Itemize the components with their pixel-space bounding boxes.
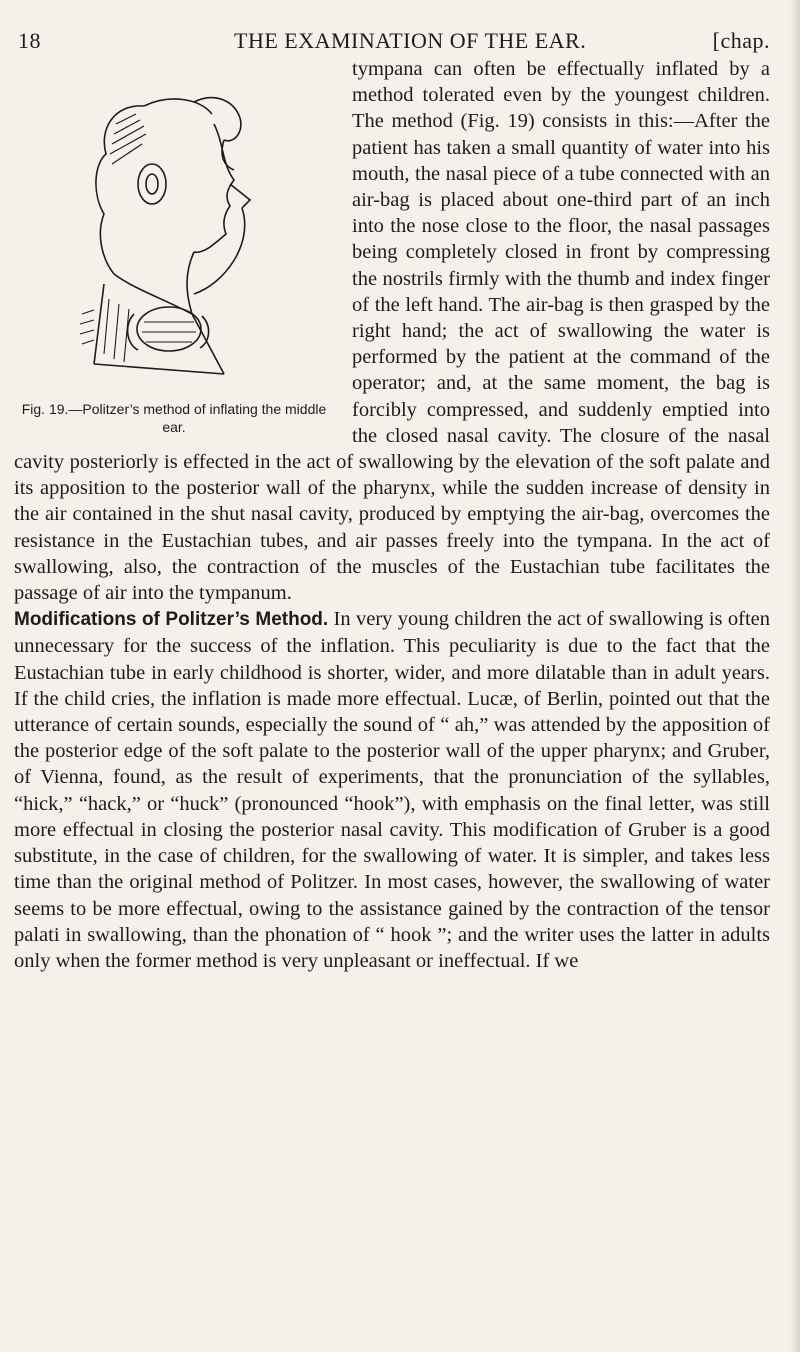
figure-caption [14, 400, 334, 436]
running-title: THE EXAMINATION OF THE EAR. [234, 28, 587, 53]
section-heading: Modifications of Politzer’s Method. [14, 609, 329, 631]
engraving-of-head-with-air-bag-icon [74, 84, 264, 384]
figure-caption-label: Fig. 19. [21, 401, 69, 417]
paragraph-1-text: tympana can often be effectually inflated by a method tolerated even by the youngest children. The method (Fig. 19) consists in this:—After the patient has taken a small quantity of water into his mouth, the nasal piece of a tube connected with an air-bag is placed about one-third part of an inch into the nose close to the floor, the nasal passages being completely closed in front by compressing the nostrils firmly with the thumb and index finger of the left hand. The air-bag is then grasped by the right hand; the act of swallowing the water is performed by the patient at the command of the operator; and, at the same moment, the bag is forcibly compressed, and suddenly emptied into the closed nasal cavity. The closure of the nasal cavity posteriorly is effected in the act of swallowing by the elevation of the soft palate and its apposition to the posterior wall of the pharynx, while the sudden increase of density in the air contained in the shut nasal cavity, produced by emptying the air-bag, overcomes the resistance in the Eustachian tubes, and air passes freely into the tympana. In the act of swallowing, also, the contraction of the muscles of the Eustachian tube facilitates the passage of air into the tympanum. [14, 58, 770, 605]
page-number: 18 [18, 28, 41, 53]
paragraph-2 [14, 606, 770, 974]
figure-19 [14, 84, 344, 446]
chapter-marker: [chap. [712, 28, 770, 53]
page-edge-shadow [790, 0, 800, 1352]
running-header [14, 28, 780, 58]
figure-caption-text: —Politzer’s method of inflating the middle ear. [68, 401, 327, 435]
paragraph-2-text: In very young children the act of swallowing is often unnecessary for the success of the inflation. This peculiarity is due to the fact that the Eustachian tube in early childhood is shorter, wider, and more dilatable than in adult years. If the child cries, the inflation is made more effectual. Lucæ, of Berlin, pointed out that the utterance of certain sounds, especially the sound of “ ah,” was attended by the apposition of the posterior edge of the soft palate to the posterior wall of the upper pharynx; and Gruber, of Vienna, found, as the result of experiments, that the pronunciation of the syllables, “hick,” “hack,” or “huck” (pronounced “hook”), with emphasis on the final letter, was still more effectual in closing the posterior nasal cavity. This modification of Gruber is a good substitute, in the case of children, for the swallowing of water. It is simpler, and takes less time than the original method of Politzer. In most cases, however, the swallowing of water seems to be more effectual, owing to the assistance gained by the contraction of the tensor palati in swallowing, than the phonation of “ hook ”; and the writer uses the latter in adults only when the former method is very unpleasant or ineffectual. If we [14, 608, 771, 972]
paragraph-1 [14, 56, 770, 606]
body-text [14, 56, 770, 974]
